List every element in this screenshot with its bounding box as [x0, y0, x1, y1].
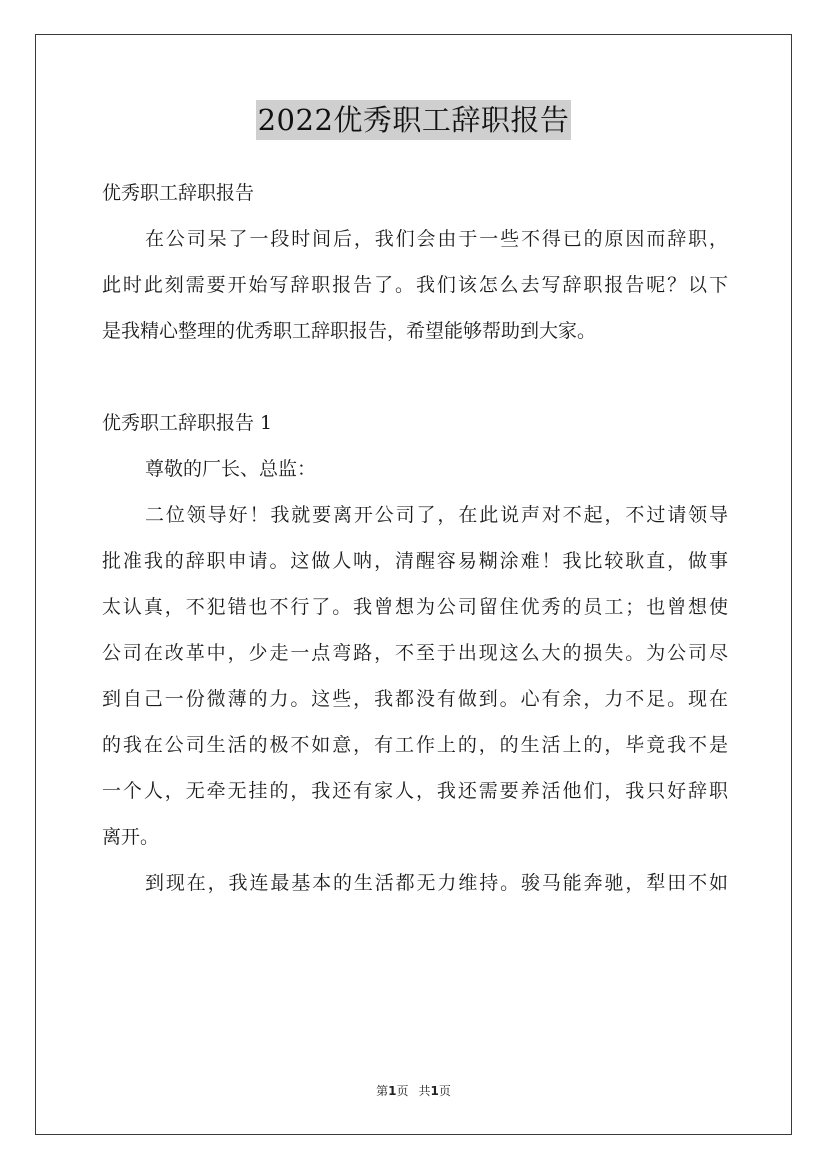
intro-line: 是我精心整理的优秀职工辞职报告，希望能够帮助到大家。	[102, 320, 597, 342]
intro-line: 在公司呆了一段时间后，我们会由于一些不得已的原因而辞职，	[145, 228, 728, 250]
salutation: 尊敬的厂长、总监：	[145, 458, 317, 480]
total-unit: 页	[438, 1084, 451, 1098]
document-body	[102, 170, 728, 906]
page-current: 1	[388, 1084, 397, 1098]
document-title: 2022优秀职工辞职报告	[256, 100, 572, 140]
paragraph-line: 二位领导好！我就要离开公司了，在此说声对不起，不过请领导	[145, 504, 728, 526]
section-heading: 优秀职工辞职报告 1	[102, 412, 273, 434]
paragraph-line: 的我在公司生活的极不如意，有工作上的，的生活上的，毕竟我不是	[102, 734, 728, 756]
paragraph-line: 离开。	[102, 826, 160, 848]
blank-line	[102, 354, 728, 400]
paragraph-line: 公司在改革中，少走一点弯路，不至于出现这么大的损失。为公司尽	[102, 642, 728, 664]
intro-line: 此时此刻需要开始写辞职报告了。我们该怎么去写辞职报告呢？以下	[102, 274, 728, 296]
paragraph-line: 一个人，无牵无挂的，我还有家人，我还需要养活他们，我只好辞职	[102, 780, 728, 802]
page-footer	[0, 1082, 827, 1099]
paragraph-line: 到自己一份微薄的力。这些，我都没有做到。心有余，力不足。现在	[102, 688, 728, 710]
paragraph-line: 到现在，我连最基本的生活都无力维持。骏马能奔驰，犁田不如	[145, 872, 728, 894]
title-wrap	[0, 100, 827, 140]
page-total: 1	[430, 1084, 439, 1098]
page-prefix: 第	[376, 1084, 389, 1098]
paragraph-line: 批准我的辞职申请。这做人呐，清醒容易糊涂难！我比较耿直，做事	[102, 550, 728, 572]
total-prefix: 共	[418, 1084, 431, 1098]
subtitle: 优秀职工辞职报告	[102, 182, 255, 204]
paragraph-line: 太认真，不犯错也不行了。我曾想为公司留住优秀的员工；也曾想使	[102, 596, 728, 618]
page-unit: 页	[396, 1084, 409, 1098]
